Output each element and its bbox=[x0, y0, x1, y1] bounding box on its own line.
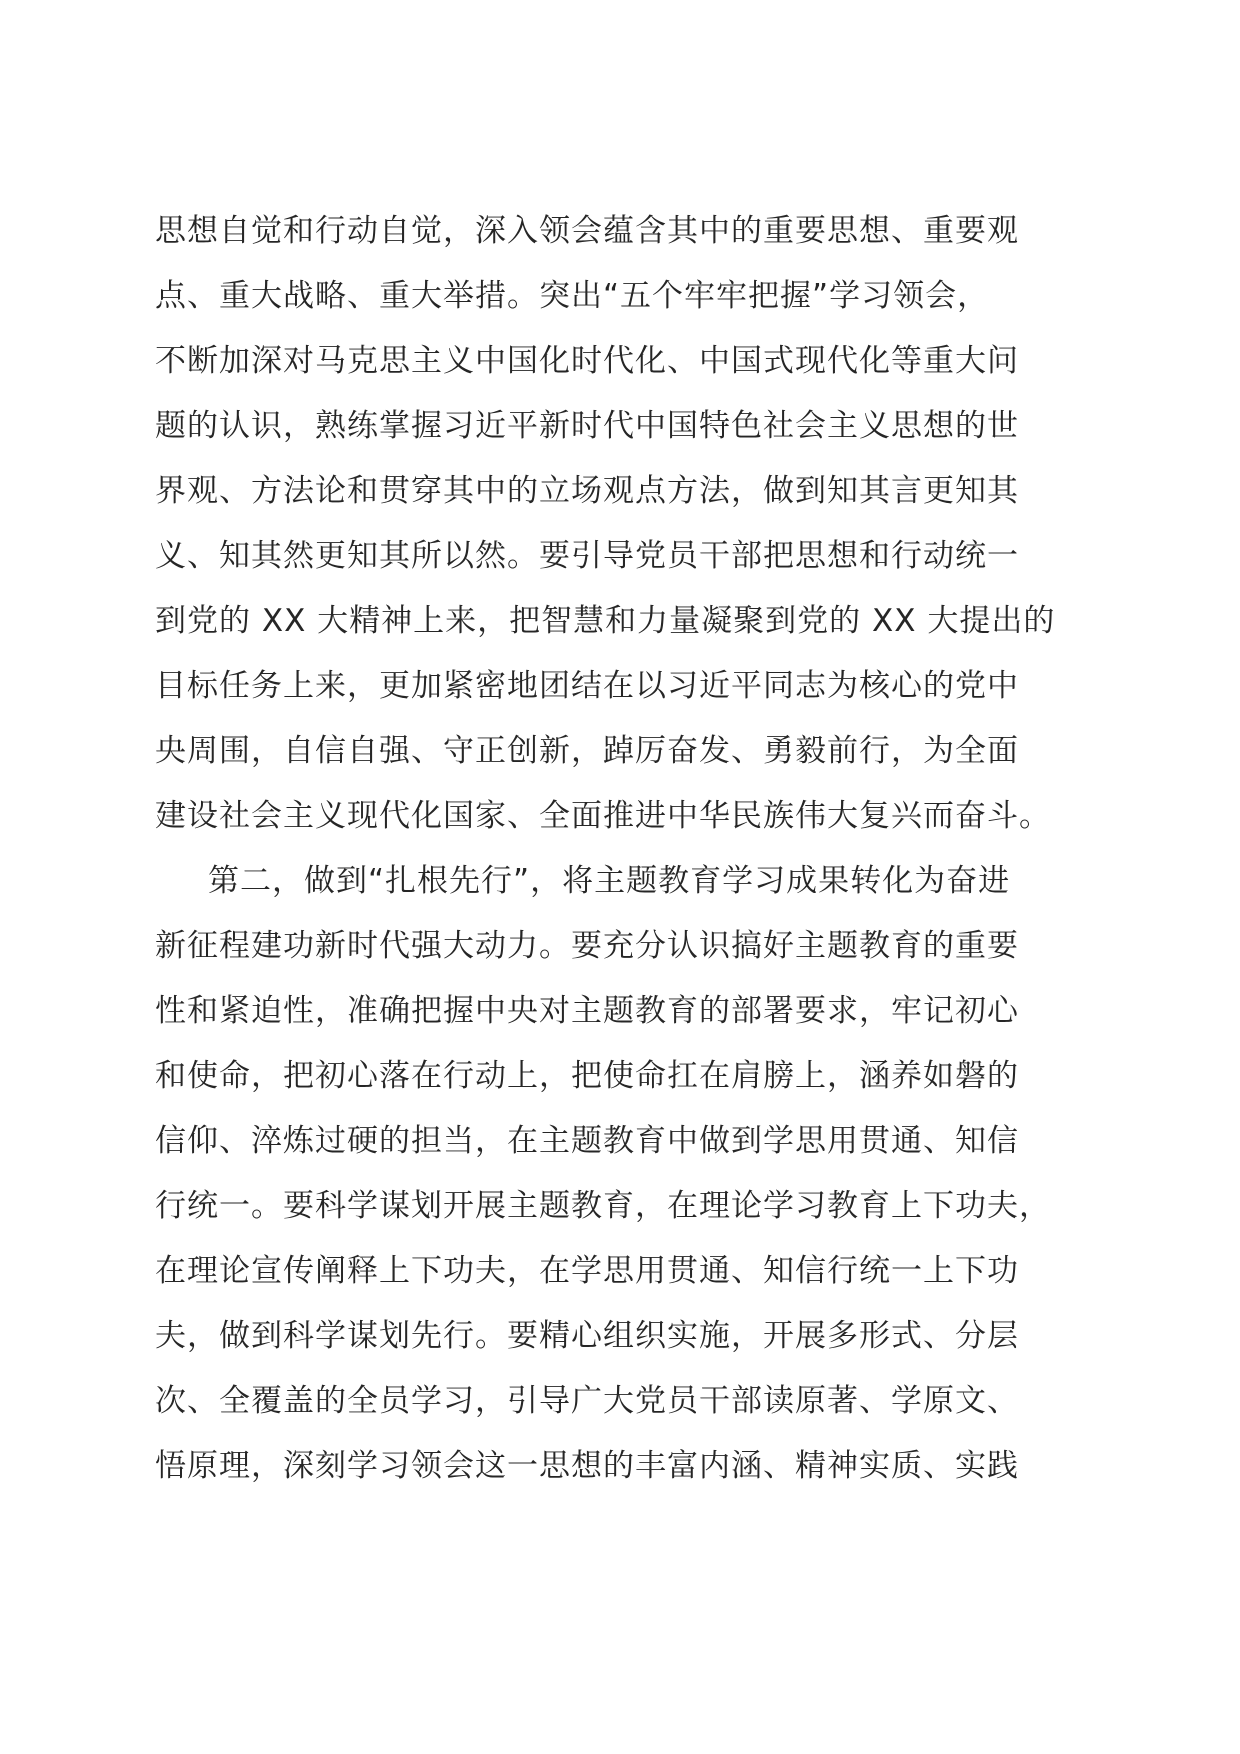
text-line: 新征程建功新时代强大动力。要充分认识搞好主题教育的重要 bbox=[155, 928, 1019, 964]
text-line: 和使命，把初心落在行动上，把使命扛在肩膀上，涵养如磐的 bbox=[155, 1058, 1019, 1094]
text-line: 悟原理，深刻学习领会这一思想的丰富内涵、精神实质、实践 bbox=[155, 1448, 1019, 1484]
paragraph-first-line: 第二，做到“扎根先行”，将主题教育学习成果转化为奋进 bbox=[208, 863, 1011, 899]
text-line: 到党的 XX 大精神上来，把智慧和力量凝聚到党的 XX 大提出的 bbox=[155, 603, 1056, 639]
text-line: 点、重大战略、重大举措。突出“五个牢牢把握”学习领会， bbox=[155, 278, 990, 314]
text-line: 目标任务上来，更加紧密地团结在以习近平同志为核心的党中 bbox=[155, 668, 1019, 704]
text-line: 性和紧迫性，准确把握中央对主题教育的部署要求，牢记初心 bbox=[155, 993, 1019, 1029]
text-line: 夫，做到科学谋划先行。要精心组织实施，开展多形式、分层 bbox=[155, 1318, 1019, 1354]
text-line: 信仰、淬炼过硬的担当，在主题教育中做到学思用贯通、知信 bbox=[155, 1123, 1019, 1159]
text-line: 央周围，自信自强、守正创新，踔厉奋发、勇毅前行，为全面 bbox=[155, 733, 1019, 769]
text-line: 建设社会主义现代化国家、全面推进中华民族伟大复兴而奋斗。 bbox=[155, 798, 1051, 834]
text-line: 界观、方法论和贯穿其中的立场观点方法，做到知其言更知其 bbox=[155, 473, 1019, 509]
text-line: 次、全覆盖的全员学习，引导广大党员干部读原著、学原文、 bbox=[155, 1383, 1019, 1419]
text-line: 行统一。要科学谋划开展主题教育，在理论学习教育上下功夫， bbox=[155, 1188, 1051, 1224]
text-line: 思想自觉和行动自觉，深入领会蕴含其中的重要思想、重要观 bbox=[155, 213, 1019, 249]
text-line: 在理论宣传阐释上下功夫，在学思用贯通、知信行统一上下功 bbox=[155, 1253, 1019, 1289]
text-line: 义、知其然更知其所以然。要引导党员干部把思想和行动统一 bbox=[155, 538, 1019, 574]
text-line: 不断加深对马克思主义中国化时代化、中国式现代化等重大问 bbox=[155, 343, 1019, 379]
text-line: 题的认识，熟练掌握习近平新时代中国特色社会主义思想的世 bbox=[155, 408, 1019, 444]
